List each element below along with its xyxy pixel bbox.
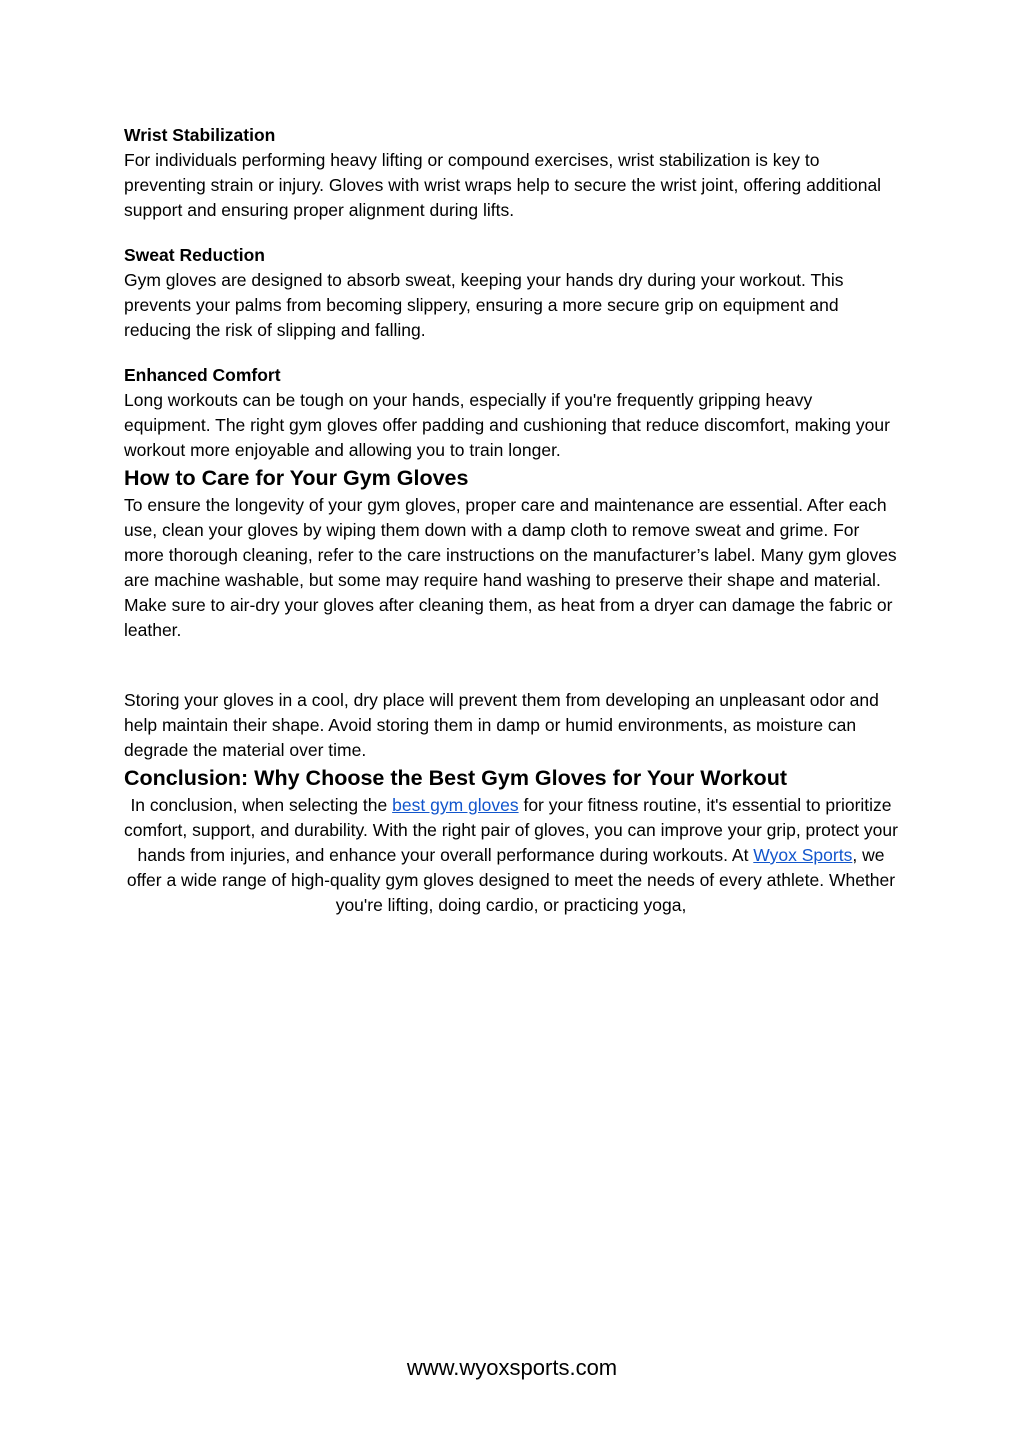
feature-body: For individuals performing heavy lifting or compound exercises, wrist stabilization is key to preventing strain or injury. Gloves with wrist wraps help to secure the wrist joint, offering additional support and ensuring proper alignment during lifts.: [124, 150, 882, 220]
feature-title: Sweat Reduction: [124, 245, 265, 265]
care-paragraph-1: To ensure the longevity of your gym gloves, proper care and maintenance are essential. After each use, clean your gloves by wiping them down with a damp cloth to remove sweat and grime. For more thorough cleaning, refer to the care instructions on the manufacturer’s label. Many gym gloves are machine washable, but some may require hand washing to preserve their shape and material. Make sure to air-dry your gloves after cleaning them, as heat from a dryer can damage the fabric or leather.: [124, 495, 897, 640]
document-content: [124, 123, 900, 918]
best-gym-gloves-link[interactable]: best gym gloves: [392, 795, 519, 815]
wyox-sports-link[interactable]: Wyox Sports: [753, 845, 853, 865]
conclusion-text-2: for your fitness routine, it's essential to prioritize comfort, support, and durability. With the right pair of gloves, you can improve your grip, protect your hands from injuries, and enhance your overall performance during workouts. At: [124, 795, 898, 865]
care-paragraph-2: Storing your gloves in a cool, dry place will prevent them from developing an unpleasant odor and help maintain their shape. Avoid storing them in damp or humid environments, as moisture can degrade the material over time.: [124, 690, 879, 760]
feature-body: Long workouts can be tough on your hands, especially if you're frequently gripping heavy equipment. The right gym gloves offer padding and cushioning that reduce discomfort, making your workout more enjoyable and allowing you to train longer.: [124, 390, 890, 460]
conclusion-heading: Conclusion: Why Choose the Best Gym Gloves for Your Workout: [124, 766, 787, 790]
footer-url: www.wyoxsports.com: [406, 1355, 618, 1380]
feature-wrist-stabilization: [124, 123, 900, 223]
feature-sweat-reduction: [124, 243, 900, 343]
feature-title: Enhanced Comfort: [124, 365, 281, 385]
conclusion-text-1: In conclusion, when selecting the: [130, 795, 393, 815]
feature-title: Wrist Stabilization: [124, 125, 276, 145]
feature-body: Gym gloves are designed to absorb sweat, keeping your hands dry during your workout. This prevents your palms from becoming slippery, ensuring a more secure grip on equipment and reducing the risk of slipping and falling.: [124, 270, 844, 340]
conclusion-text-3: , we offer a wide range of high-quality gym gloves designed to meet the needs of every athlete. Whether you're lifting, doing cardio, or practicing yoga,: [126, 845, 896, 915]
conclusion-paragraph: [122, 793, 900, 918]
feature-enhanced-comfort: [124, 363, 900, 463]
care-heading: How to Care for Your Gym Gloves: [124, 466, 469, 490]
paragraph-spacer: [124, 643, 900, 688]
